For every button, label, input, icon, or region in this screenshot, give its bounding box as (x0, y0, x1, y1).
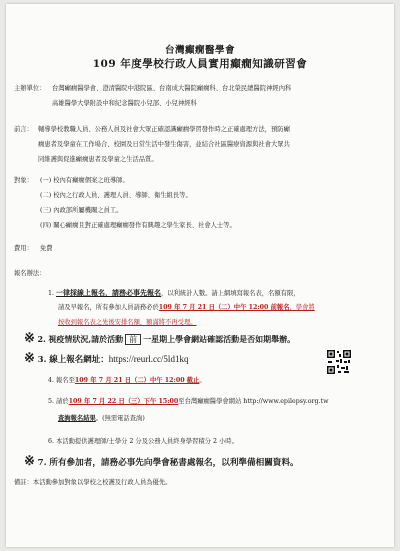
reg-item-1-line-3: 按收到報名表之先後安排名額，額滿將不再受理。 (58, 319, 197, 326)
registration-label: 報名辦法： (14, 270, 46, 277)
registration-url-link[interactable]: https://reurl.cc/5ld1kq (108, 354, 189, 364)
reg-item-1-line2a: 請及早報名，所有參加人員請務必於 (58, 304, 159, 311)
preface-label: 前言： (14, 126, 33, 133)
organizer-line-2: 高雄醫學大學附設中和紀念醫院小兒部、小兒神經科 (52, 100, 197, 107)
reg-item-4-text: 報名至 (56, 377, 75, 384)
preface-line-2: 癇患者及學童在工作場合、校園及日常生活中發生傷害，並結合社區醫療資源與社會大眾共 (38, 141, 290, 148)
audience-item-4: (四) 關心癲癇且對正確處理癲癇發作有興趣之學生家長、社會人士等。 (40, 222, 236, 229)
reg-item-1-num: 1. (48, 290, 55, 297)
reg-item-2 (24, 332, 295, 347)
reg-item-7-mark: ※ (24, 454, 35, 469)
reg-item-5-line2: 查詢報名結果 (58, 415, 96, 422)
reg-item-2-mark: ※ (24, 331, 35, 346)
audience-item-3: (三) 內政部所屬機關之員工。 (40, 207, 123, 214)
reg-item-4-end: 。 (199, 377, 206, 384)
reg-item-5-text-b: 至台灣癲癇醫學會網站 http://www.epilepsy.org.tw (178, 398, 329, 405)
note (14, 476, 171, 490)
reg-item-3-num: 3. (37, 355, 47, 365)
reg-item-1-line-2 (58, 301, 315, 315)
reg-item-5-text-a: 請於 (56, 398, 69, 405)
org-title: 台灣癲癇醫學會 (164, 45, 235, 56)
reg-item-2-text-b: 一星期上學會網站確認活動是否如期舉辦。 (143, 334, 296, 344)
reg-item-6-num: 6. (48, 438, 55, 445)
organizer-label: 主辦單位： (14, 85, 46, 92)
fee-label: 費用： (14, 245, 33, 252)
reg-item-1-bold: 一律採線上報名，請務必事先報名 (56, 288, 162, 297)
preface-line-1: 輔導學校教職人員、公務人員及社會大眾正確認識癲癇學習發作時之正確處理方法，預防癲 (38, 126, 290, 133)
audience-item-2: (二) 校內之行政人員、護理人員、導師、衛生組長等。 (40, 192, 192, 199)
reg-item-5-line-2 (58, 412, 145, 426)
reg-item-7-num: 7. (37, 458, 47, 468)
qr-code-icon (326, 349, 352, 375)
fee-value: 免費 (40, 245, 53, 252)
audience-label: 對象： (14, 177, 33, 184)
reg-item-6-text: 本活動提供護理師/士學分 2 分及公務人員終身學習積分 2 小時。 (56, 438, 238, 445)
audience-item-1: (一) 校內有癲癇個案之班導師。 (40, 177, 129, 184)
reg-item-3-text: 線上報名網址： (49, 355, 109, 365)
reg-deadline-1: 109 年 7 月 21 日（二）中午 12:00 前報名 (158, 304, 290, 311)
reg-item-2-text-a: 視疫情狀況,請於活動 (48, 334, 124, 344)
reg-item-4 (48, 374, 206, 388)
result-date: 109 年 7 月 22 日（三）下午 15:00 (68, 398, 179, 405)
reg-item-5-line2b: 。(無需電話查詢) (95, 415, 145, 422)
reg-item-6 (48, 435, 238, 449)
reg-item-1-line2b: ，學會將 (289, 304, 315, 311)
reg-item-2-num: 2. (37, 334, 46, 344)
reg-item-3-mark: ※ (24, 351, 35, 366)
reg-item-4-num: 4. (48, 377, 55, 384)
organizer-line-1: 台灣癲癇醫學會、澄清醫院中港院區、台南成大醫院癲癇科、台北榮民總醫院神經內科 (52, 85, 292, 92)
reg-item-2-box: 前 (125, 334, 141, 345)
document-page (6, 4, 394, 547)
reg-item-1 (48, 286, 300, 301)
reg-item-5-num: 5. (48, 398, 55, 405)
reg-item-5 (48, 395, 328, 409)
preface-line-3: 同維護與促進癲癇患者及學童之生活品質。 (38, 156, 158, 163)
event-title: 109 年度學校行政人員實用癲癇知識研習會 (92, 58, 308, 70)
reg-item-1-rest: ，以利統計人數。請上網填寫報名表，名額有限， (161, 290, 300, 297)
reg-item-3 (24, 352, 188, 367)
reg-item-7-text: 所有參加者，請務必事先向學會秘書處報名，以利準備相關資料。 (49, 458, 299, 468)
reg-deadline-2: 109 年 7 月 21 日（二）中午 12:00 截止 (74, 377, 200, 384)
note-label: 備註： (14, 479, 33, 486)
note-text: 本活動參加對象以學校之校護及行政人員為優先。 (32, 479, 172, 486)
reg-item-7 (24, 455, 299, 470)
